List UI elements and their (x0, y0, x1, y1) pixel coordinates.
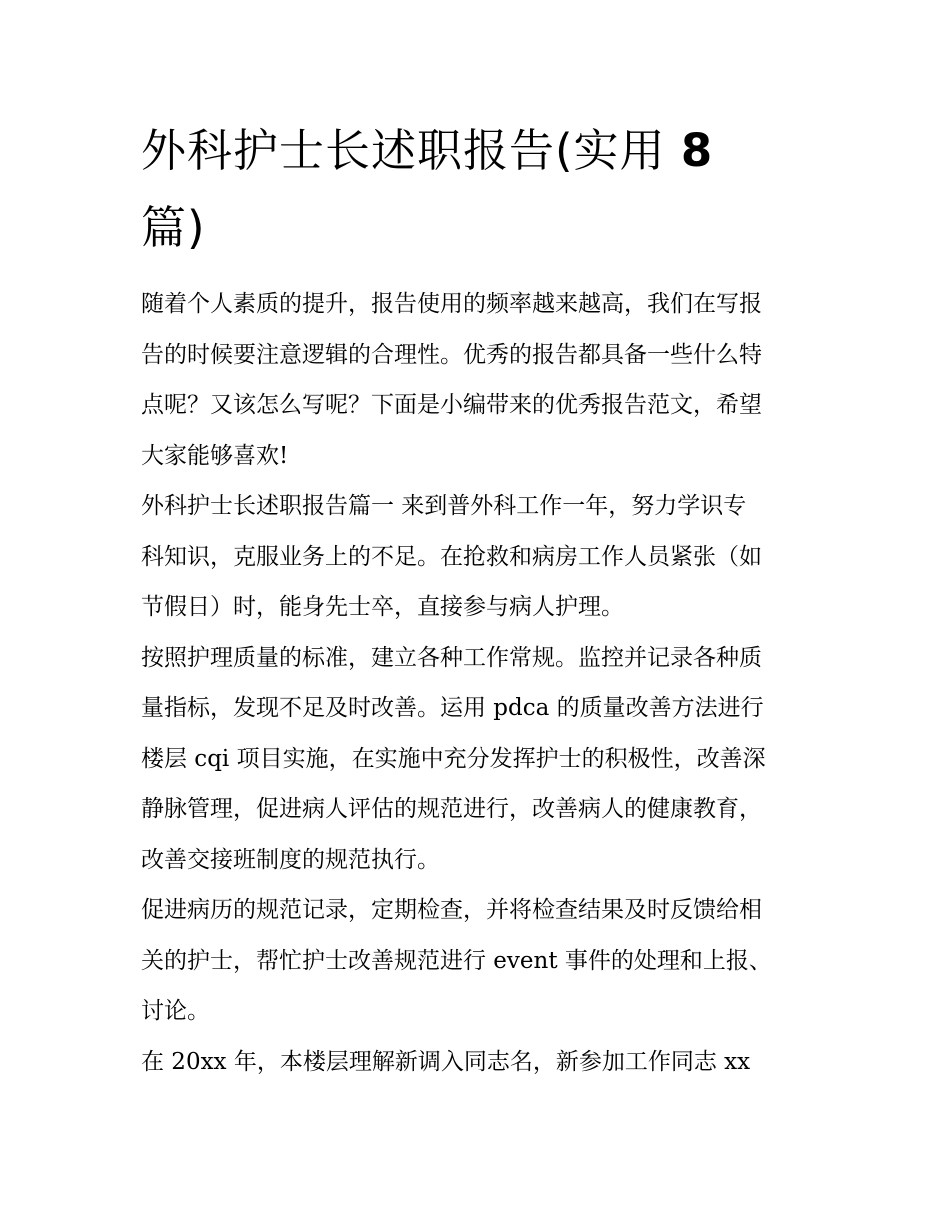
document-body (141, 279, 821, 1087)
paragraph-line: 在 20xx 年，本楼层理解新调入同志名，新参加工作同志 xx (141, 1048, 751, 1075)
paragraph (141, 1037, 821, 1088)
paragraph-line: 随着个人素质的提升，报告使用的频率越来越高，我们在写报 (141, 291, 762, 317)
paragraph-line: 讨论。 (141, 998, 210, 1024)
title-line-1 (141, 112, 781, 189)
title-text: 外科护士长述职报告(实用 (141, 124, 681, 177)
paragraph-line: 科知识，克服业务上的不足。在抢救和病房工作人员紧张（如 (141, 543, 762, 570)
paragraph-line: 点呢？又该怎么写呢？下面是小编带来的优秀报告范文，希望 (141, 392, 762, 418)
title-line-2: 篇) (141, 201, 206, 254)
paragraph-line: 促进病历的规范记录，定期检查，并将检查结果及时反馈给相 (141, 897, 762, 923)
paragraph-line: 外科护士长述职报告篇一 来到普外科工作一年，努力学识专 (141, 493, 747, 519)
paragraph-line: 关的护士，帮忙护士改善规范进行 event 事件的处理和上报、 (141, 947, 772, 974)
paragraph-line: 节假日）时，能身先士卒，直接参与病人护理。 (141, 594, 624, 620)
paragraph-line: 告的时候要注意逻辑的合理性。优秀的报告都具备一些什么特 (141, 341, 762, 368)
paragraph-line: 量指标，发现不足及时改善。运用 pdca 的质量改善方法进行 (141, 695, 764, 721)
title-number: 8 (680, 124, 714, 177)
paragraph-line: 静脉管理，促进病人评估的规范进行，改善病人的健康教育， (141, 796, 762, 822)
paragraph-line: 改善交接班制度的规范执行。 (141, 846, 440, 873)
paragraph-line: 楼层 cqi 项目实施，在实施中充分发挥护士的积极性，改善深 (141, 745, 766, 772)
paragraph (141, 885, 821, 1037)
paragraph (141, 633, 821, 886)
paragraph (141, 279, 821, 481)
document-title (141, 112, 781, 266)
paragraph-line: 大家能够喜欢! (141, 442, 289, 469)
paragraph (141, 481, 821, 633)
paragraph-line: 按照护理质量的标准，建立各种工作常规。监控并记录各种质 (141, 644, 762, 671)
